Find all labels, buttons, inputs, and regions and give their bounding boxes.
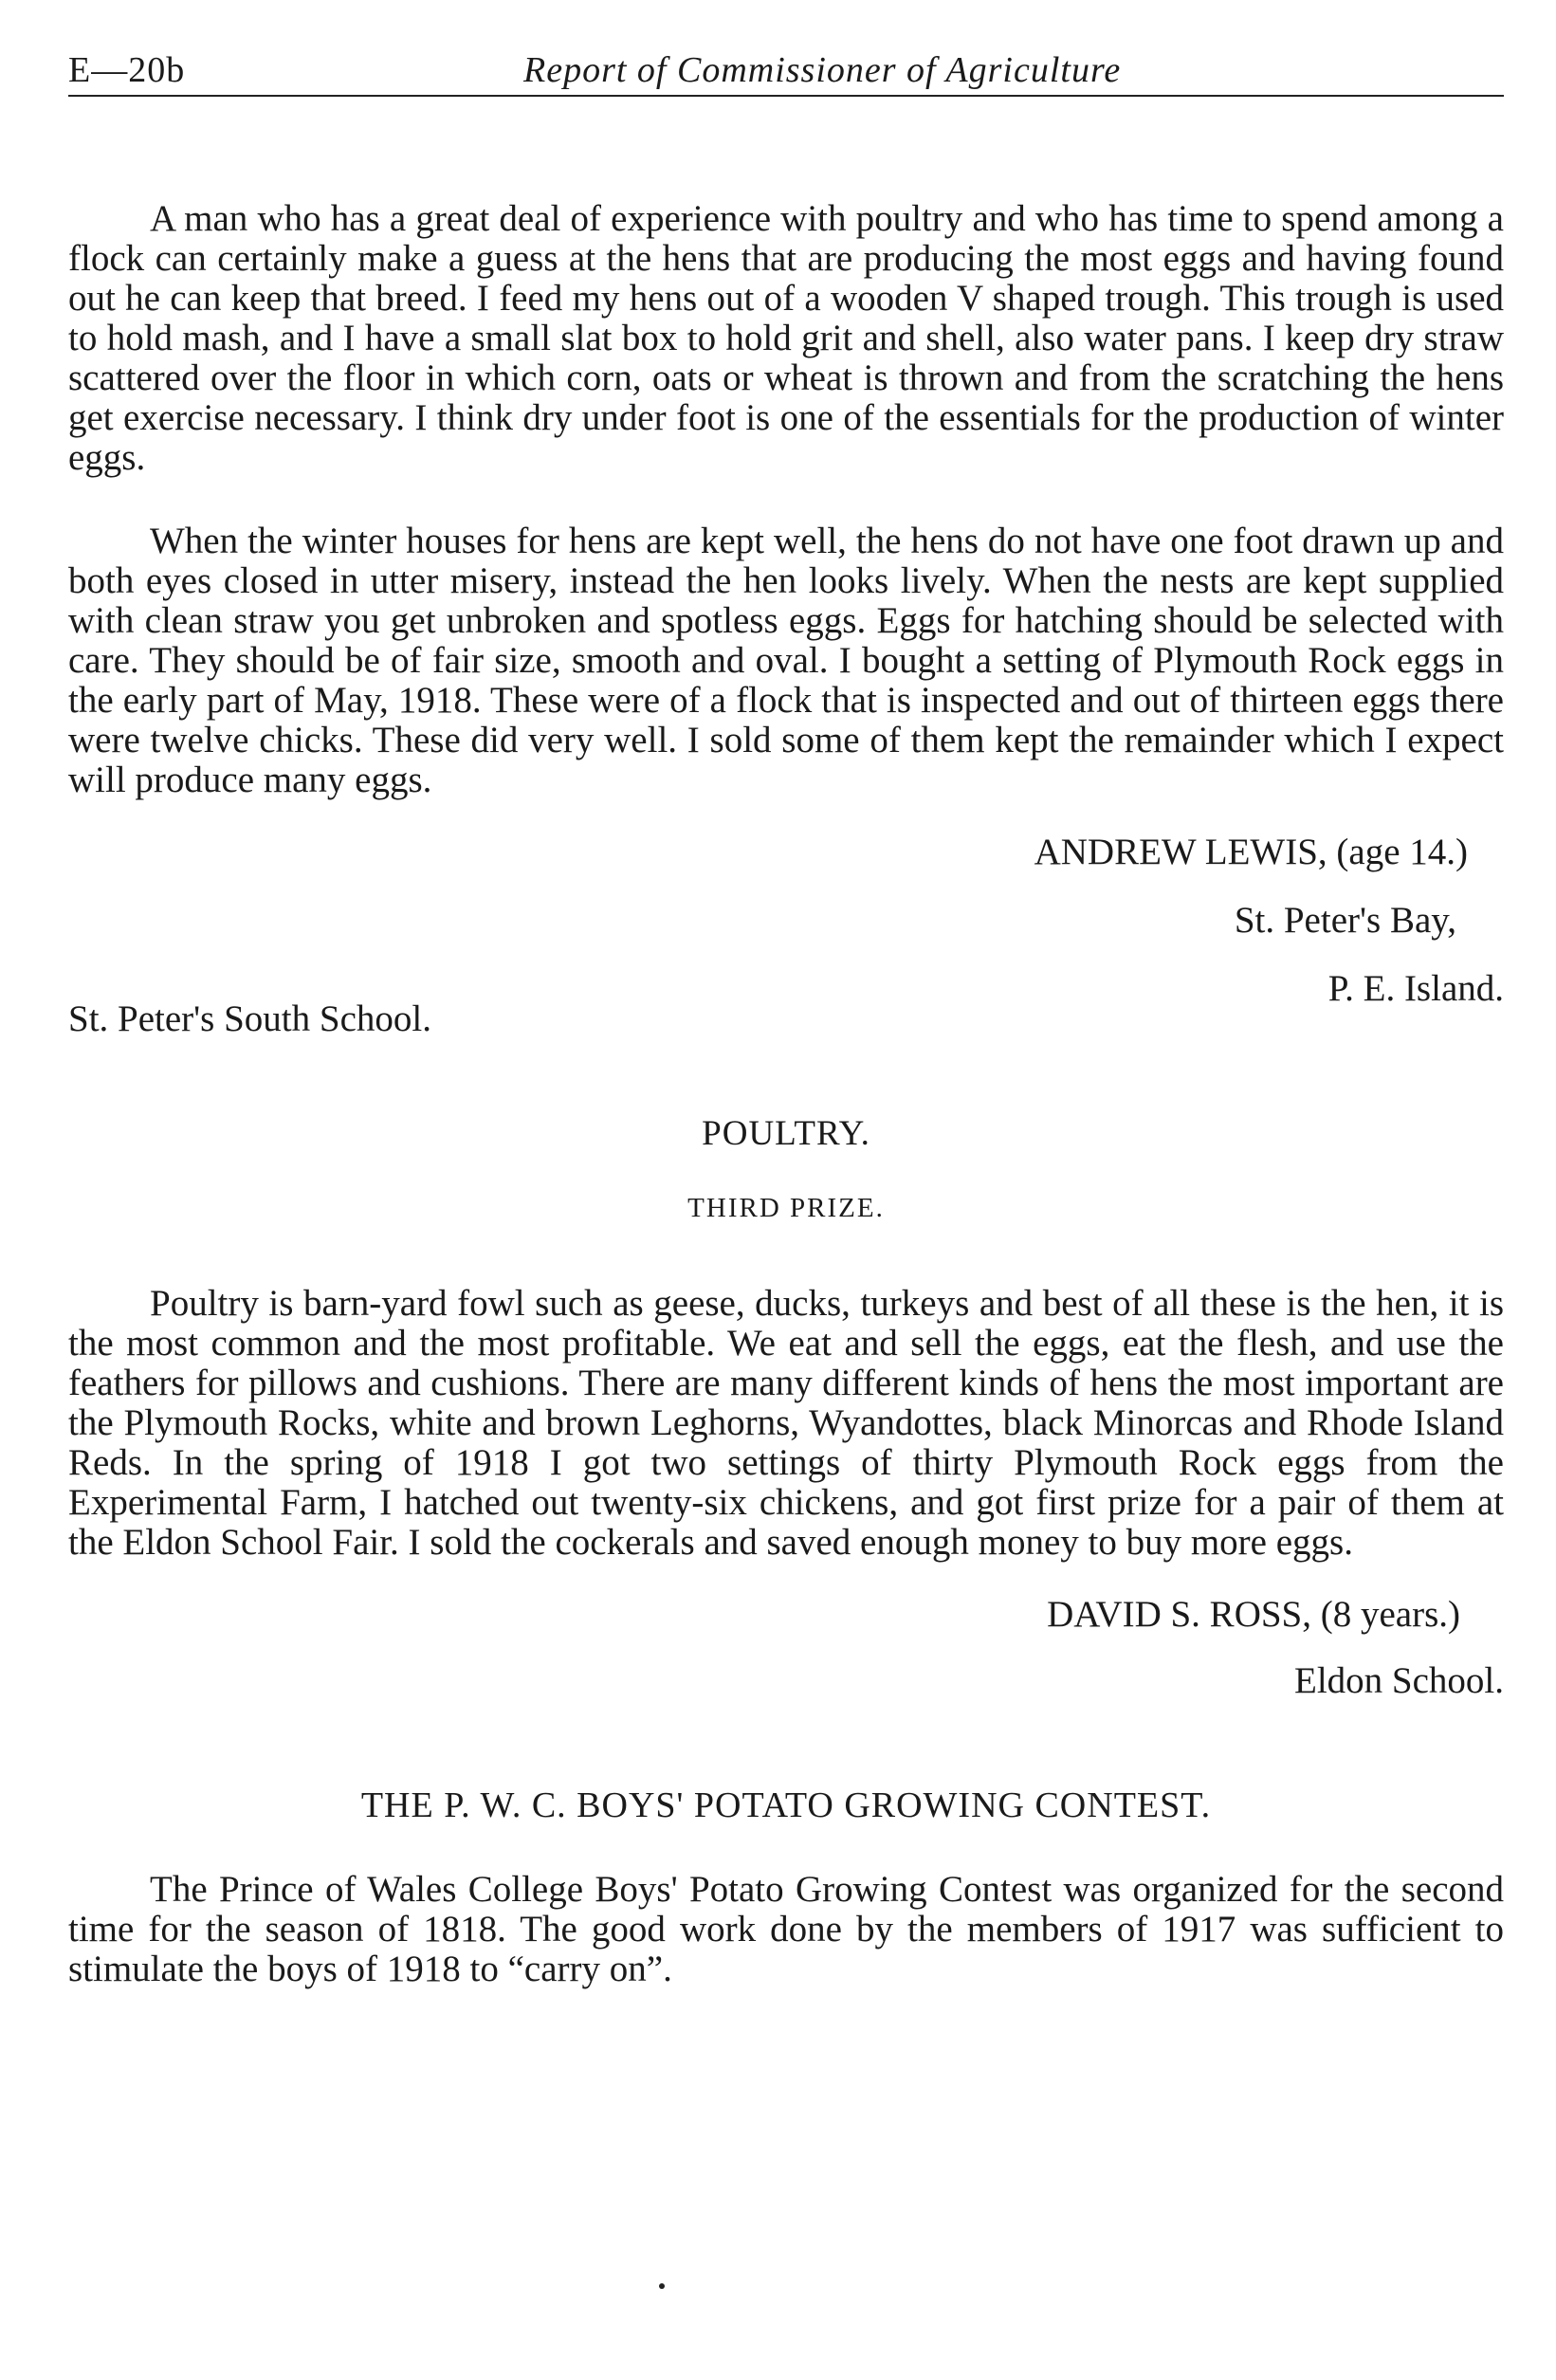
stray-mark (659, 2283, 665, 2289)
page-header (68, 47, 1504, 97)
essay2-school: Eldon School. (1294, 1660, 1504, 1701)
section-subtitle-prize: THIRD PRIZE. (687, 1193, 885, 1223)
document-page (68, 47, 1504, 2323)
essay1-province: P. E. Island. (1327, 968, 1504, 1009)
essay1-author: ANDREW LEWIS, (age 14.) (1034, 832, 1468, 872)
section-title-poultry: POULTRY. (702, 1114, 870, 1153)
running-title: Report of Commissioner of Agriculture (523, 50, 1122, 90)
essay1-school: St. Peter's South School. (68, 998, 431, 1039)
page-number: E—20b (68, 50, 186, 90)
essay1-paragraph-2: When the winter houses for hens are kept well, the hens do not have one foot drawn up and both eyes closed in utter misery, instead the hen looks lively. When the nests are kept supplied with clean straw you get unbroken and spotless eggs. Eggs for hatching should be selected with care. They should be of fair size, smooth and oval. I bought a setting of Plymouth Rock eggs in the early part of May, 1918. These were of a flock that is inspected and out of thirteen eggs there were twelve chicks. These did very well. I sold some of them kept the remainder which I expect will produce many eggs. (68, 521, 1504, 800)
section-title-contest: THE P. W. C. BOYS' POTATO GROWING CONTEST. (360, 1785, 1212, 1825)
essay2-paragraph: Poultry is barn-yard fowl such as geese, ducks, turkeys and best of all these is the hen, it is the most common and the most profitable. We eat and sell the eggs, eat the flesh, and use the feathers for pillows and cushions. There are many different kinds of hens the most important are the Plymouth Rocks, white and brown Leghorns, Wyandottes, black Minorcas and Rhode Island Reds. In the spring of 1918 I got two settings of thirty Plymouth Rock eggs from the Experimental Farm, I hatched out twenty-six chickens, and got first prize for a pair of them at the Eldon School Fair. I sold the cockerals and saved enough money to buy more eggs. (68, 1283, 1504, 1563)
essay2-author: DAVID S. ROSS, (8 years.) (1047, 1594, 1460, 1635)
contest-paragraph: The Prince of Wales College Boys' Potato Growing Contest was organized for the second time for the season of 1818. The good work done by the members of 1917 was sufficient to stimulate the boys of 1918 to “carry on”. (68, 1869, 1504, 1989)
essay1-paragraph-1: A man who has a great deal of experience with poultry and who has time to spend among a flock can certainly make a guess at the hens that are producing the most eggs and having found out he can keep that breed. I feed my hens out of a wooden V shaped trough. This trough is used to hold mash, and I have a small slat box to hold grit and shell, also water pans. I keep dry straw scattered over the floor in which corn, oats or wheat is thrown and from the scratching the hens get exercise necessary. I think dry under foot is one of the essentials for the production of winter eggs. (68, 198, 1504, 478)
essay1-place: St. Peter's Bay, (1234, 900, 1456, 941)
